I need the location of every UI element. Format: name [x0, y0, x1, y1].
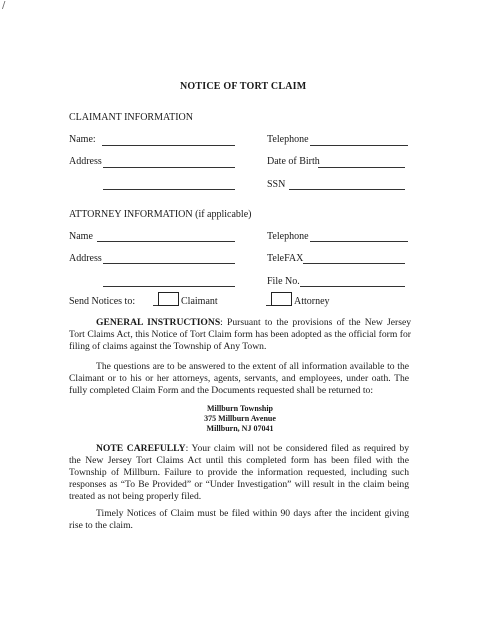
attorney-telefax-label: TeleFAX [267, 253, 304, 264]
attorney-telefax-field[interactable] [303, 263, 405, 264]
claimant-checkbox-label: Claimant [181, 296, 218, 307]
claimant-ssn-label: SSN [267, 179, 286, 190]
attorney-address-field[interactable] [103, 263, 235, 264]
return-address-line-2: 375 Millburn Avenue [204, 414, 276, 423]
general-instructions-paragraph [69, 317, 411, 353]
claimant-ssn-field[interactable] [289, 189, 405, 190]
return-address-block [170, 404, 310, 434]
attorney-file-no-field[interactable] [300, 286, 405, 287]
return-address-line-3: Millburn, NJ 07041 [206, 424, 274, 433]
note-carefully-text: : Your claim will not be considered filed as required by the New Jersey Tort Claims Act until this completed form has been filed with the Township of Millburn. Failure to provide the information requested, including such responses as “To Be Provided” or “Under Investigation” will result in the claim being treated as not being properly filed. [69, 443, 409, 502]
claimant-dob-field[interactable] [318, 167, 405, 168]
claimant-name-field[interactable] [102, 145, 235, 146]
attorney-name-label: Name [69, 231, 93, 242]
attorney-address-label: Address [69, 253, 102, 264]
claimant-dob-label: Date of Birth [267, 156, 320, 167]
claimant-name-label: Name: [69, 134, 96, 145]
attorney-telephone-field[interactable] [310, 241, 408, 242]
send-notices-label: Send Notices to: [69, 296, 136, 307]
claimant-section-heading: CLAIMANT INFORMATION [69, 112, 193, 123]
attorney-checkbox-label: Attorney [294, 296, 330, 307]
general-instructions-heading: GENERAL INSTRUCTIONS [96, 317, 221, 328]
general-instructions-text: : Pursuant to the provisions of the New Jersey Tort Claims Act, this Notice of Tort Claim form has been adopted as the official form for filing of claims against the Township of Any Town. [69, 317, 411, 352]
form-title: NOTICE OF TORT CLAIM [180, 81, 307, 92]
claimant-telephone-label: Telephone [267, 134, 309, 145]
return-address-line-1: Millburn Township [206, 404, 274, 413]
claimant-address-field-2[interactable] [103, 189, 235, 190]
note-carefully-heading: NOTE CAREFULLY [96, 443, 186, 454]
attorney-section-heading: ATTORNEY INFORMATION (if applicable) [69, 209, 252, 220]
claimant-address-label: Address [69, 156, 102, 167]
attorney-telephone-label: Telephone [267, 231, 309, 242]
attorney-file-no-label: File No. [267, 276, 300, 287]
claimant-address-field[interactable] [103, 167, 235, 168]
note-carefully-paragraph [69, 443, 409, 503]
claimant-telephone-field[interactable] [310, 145, 408, 146]
scan-corner-mark: / [2, 0, 6, 11]
claimant-checkbox[interactable] [158, 292, 179, 306]
attorney-address-field-2[interactable] [103, 286, 235, 287]
attorney-checkbox[interactable] [271, 292, 292, 306]
attorney-name-field[interactable] [97, 241, 235, 242]
timely-notice-paragraph: Timely Notices of Claim must be filed within 90 days after the incident giving rise to the claim. [69, 508, 409, 531]
questions-paragraph: The questions are to be answered to the extent of all information available to the Claimant or to his or her attorneys, agents, servants, and employees, under oath. The fully completed Claim Form and the Documents requested shall be returned to: [69, 361, 409, 396]
